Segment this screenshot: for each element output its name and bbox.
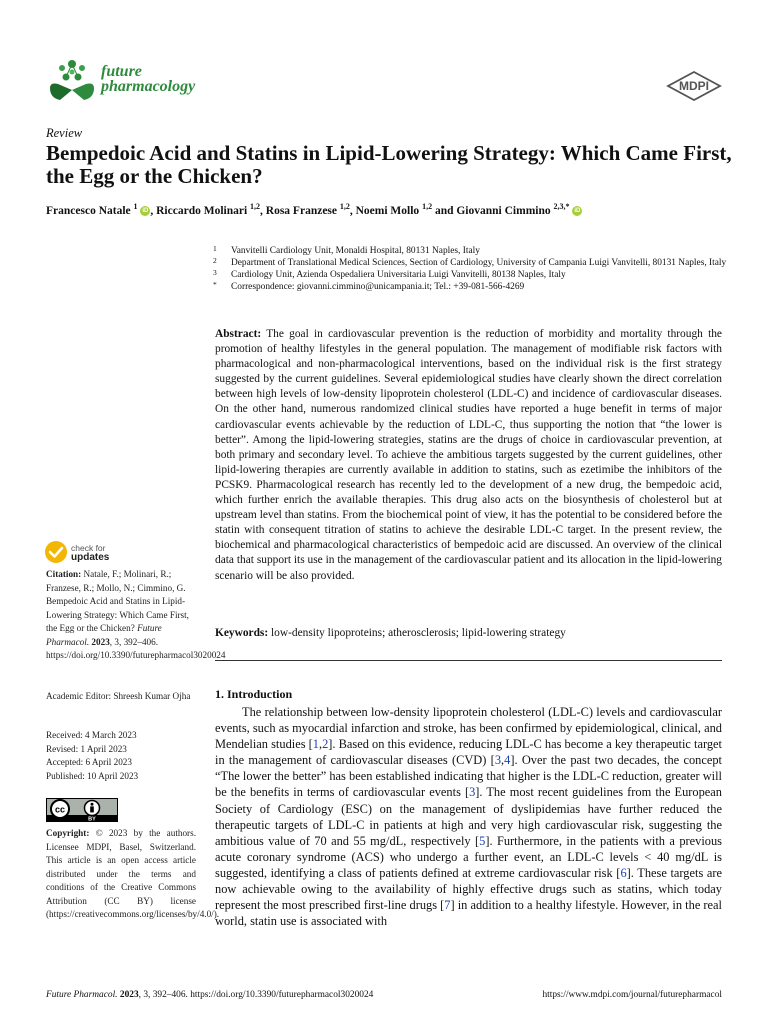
body-text-run: ]. Based on this evidence, reducing LDL-C has become a key therapeutic target in the management of cardiovascular diseases (CVD) [ (215, 737, 722, 768)
reference-link[interactable]: 7 (444, 898, 451, 913)
reference-link[interactable]: 5 (479, 833, 486, 848)
affiliation-list (213, 245, 728, 293)
check-for-updates-button[interactable] (44, 540, 164, 566)
affiliation-number: 3 (213, 268, 217, 277)
body-text-run: ]. These targets are now achievable owing to the availability of highly effective drugs such as statins, which today represent the most prescribed first-line drugs [ (215, 865, 722, 913)
affiliation-text: Vanvitelli Cardiology Unit, Monaldi Hospital, 80131 Naples, Italy (231, 246, 480, 256)
article-dates (46, 729, 206, 783)
citation-year: 2023 (91, 636, 110, 647)
affiliation-item (213, 245, 728, 257)
body-text-run: ] in addition to a healthy lifestyle. However, in the real world, statin use is associated with (215, 898, 723, 929)
body-text-run: , (501, 753, 505, 768)
academic-editor: Academic Editor: Shreesh Kumar Ojha (46, 691, 191, 701)
footer-journal: Future Pharmacol. (46, 990, 118, 1000)
author-name: Riccardo Molinari (156, 205, 251, 217)
author-affiliation-marker: 1 (133, 202, 138, 212)
affiliation-number: * (213, 280, 217, 289)
article-type: Review (46, 126, 83, 140)
reference-link[interactable]: 2 (322, 737, 329, 752)
reference-link[interactable]: 3 (494, 753, 502, 768)
abstract-label: Abstract: (215, 328, 262, 340)
keywords (215, 626, 722, 641)
citation-journal: Future Pharmacol. (46, 623, 162, 647)
author-affiliation-marker: 2,3,* (553, 202, 570, 212)
abstract (215, 327, 722, 584)
footer-citation (46, 990, 373, 1000)
orcid-icon[interactable]: iD (142, 208, 149, 215)
body-text-run: ]. Furthermore, in the patients with a previous acute coronary syndrome (ACS) who undergo a further event, an LDL-C levels < 40 mg/dL is suggested, identifying a class of patients defined at extreme cardiovascular risk [ (215, 833, 722, 880)
author-affiliation-marker: 1,2 (422, 202, 433, 212)
citation-label: Citation: (46, 569, 82, 579)
footer-doi[interactable]: , 3, 392–406. https://doi.org/10.3390/futurepharmacol3020024 (138, 990, 374, 1000)
author-affiliation-marker: 1,2 (339, 202, 350, 212)
keywords-text: low-density lipoproteins; atherosclerosis; lipid-lowering strategy (271, 627, 566, 639)
body-text-run: The relationship between low-density lipoprotein cholesterol (LDL-C) levels and cardiovascular events, such as myocardial infarction and stroke, has been confirmed by epidemiological, clinical, and Mendelian studies [ (215, 705, 722, 752)
orcid-icon[interactable]: iD (574, 208, 581, 215)
journal-logo (46, 58, 226, 106)
reference-link[interactable]: 3 (469, 785, 476, 800)
body-text-run: , (318, 737, 323, 752)
svg-text:cc: cc (54, 804, 66, 815)
body-text-run: ]. Over the past two decades, the concept “The lower the better” has been established indicating that higher is the LDL-C reduction, greater will be the benefits in terms of cardiovascular events [ (215, 753, 722, 800)
date-line: Accepted: 6 April 2023 (46, 757, 132, 767)
affiliation-number: 1 (213, 244, 217, 253)
reference-link[interactable]: 6 (620, 865, 627, 880)
author-name: Noemi Mollo (355, 205, 423, 217)
check-updates-line2: updates (71, 552, 110, 563)
affiliation-text: Department of Translational Medical Sciences, Section of Cardiology, University of Campania Luigi Vanvitelli, 80131 Naples, Italy (231, 258, 727, 268)
reference-link[interactable]: 1 (312, 737, 319, 752)
mdpi-logo (666, 71, 722, 101)
author-affiliation-marker: 1,2 (250, 202, 261, 212)
footer-year: 2023 (119, 990, 139, 1000)
copyright-text: © 2023 by the authors. Licensee MDPI, Basel, Switzerland. This article is an open access article distributed under the terms and conditions of the Creative Commons Attribution (CC BY) license (https://creativecommons.org/licenses/by/4.0/). (46, 828, 220, 919)
pill-molecule-icon (46, 58, 98, 102)
affiliation-item (213, 281, 728, 293)
copyright-notice (46, 827, 220, 922)
body-paragraph (215, 704, 722, 929)
footer-journal-url[interactable]: https://www.mdpi.com/journal/futurepharmacol (542, 990, 722, 1000)
section-heading: 1. Introduction (215, 687, 293, 701)
date-line: Revised: 1 April 2023 (46, 743, 127, 754)
affiliation-item (213, 257, 728, 269)
author-name: Rosa Franzese (265, 205, 340, 217)
author-name: Francesco Natale (46, 205, 134, 217)
svg-text:MDPI: MDPI (679, 79, 709, 93)
abstract-text: The goal in cardiovascular prevention is the reduction of morbidity and mortality through the promotion of healthy lifestyles in the general population. The management of modifiable risk factors with pharmacological and non-pharmacological interventions, based on the individual risk is the first strategy suggested by the current guidelines. Several epidemiological studies have clearly shown the direct correlation between high levels of low-density lipoprotein cholesterol (LDL-C) and incidence of cardiovascular diseases. On the other hand, numerous randomized clinical studies have reported a huge benefit in terms of major cardiovascular events achievable by the reduction of LDL-C, thus supporting the notion that “the lower is better”. Among the lipid-lowering strategies, statins are the drugs of choice in cardiovascular prevention, at both primary and secondary level. To achieve the ambitious targets suggested by the current guidelines, other lipid-lowering therapies are currently available in addition to statins, such as ezetimibe the inhibitors of the PCSK9. Pharmacological research has recently led to the development of a new drug, the bempedoic acid, which further enrich the available therapies. This drug also acts on the biosynthesis of cholesterol but at upstream level than statins. From the biochemical point of view, it has the potential to be considered before the statin with consequent titration of statins to achieve the desirable LDL-C target. In the present review, the biochemical and pharmacological characteristics of bempedoic acid are discussed. An overview of the clinical data that support its use in the management of the cardiovascular patient and its allocation in the lipid-lowering scenario will be also provided. (215, 328, 722, 582)
journal-name-line2: pharmacology (101, 78, 196, 95)
affiliation-text: Cardiology Unit, Azienda Ospedaliera Universitaria Luigi Vanvitelli, 80138 Naples, Italy (231, 270, 566, 280)
reference-link[interactable]: 4 (504, 753, 511, 768)
citation-block (46, 568, 226, 663)
citation-text: Natale, F.; Molinari, R.; Franzese, R.; Mollo, N.; Cimmino, G. Bempedoic Acid and Statins in Lipid-Lowering Strategy: Which Came First, the Egg or the Chicken? (46, 569, 189, 633)
svg-text:BY: BY (88, 816, 96, 822)
citation-doi[interactable]: , 3, 392–406. https://doi.org/10.3390/futurepharmacol3020024 (46, 636, 226, 660)
author-list: Francesco Natale $^1$ iD , Riccardo Molinari $^{1,2}$, Rosa Franzese $^{1,2}$, Noemi Mollo $^{1,2}$ and Giovanni Cimmino $^{2,3,*}$ iD (46, 202, 581, 217)
date-line: Received: 4 March 2023 (46, 730, 137, 740)
copyright-label: Copyright: (46, 828, 90, 838)
check-updates-line1: check for (71, 543, 106, 553)
journal-name-line1: future (101, 63, 142, 80)
check-updates-icon (44, 540, 68, 564)
affiliation-item (213, 269, 728, 281)
date-line: Published: 10 April 2023 (46, 770, 139, 781)
journal-name (101, 64, 195, 94)
cc-by-license-badge[interactable] (46, 798, 118, 822)
keywords-label: Keywords: (215, 627, 269, 639)
article-title: Bempedoic Acid and Statins in Lipid-Lowering Strategy: Which Came First, the Egg or the Chicken? (46, 141, 732, 188)
body-text-run: ]. The most recent guidelines from the European Society of Cardiology (ESC) on the management of dyslipidemias have further reduced the therapeutic targets of LDL-C in patients at high and very high cardiovascular risk, suggesting the ambitious value of 70 and 55 mg/dL, respectively [ (215, 785, 723, 848)
author-name: Giovanni Cimmino (456, 205, 554, 217)
affiliation-number: 2 (213, 256, 217, 265)
affiliation-text: Correspondence: giovanni.cimmino@unicampania.it; Tel.: +39-081-566-4269 (231, 282, 525, 292)
section-divider (215, 660, 722, 661)
